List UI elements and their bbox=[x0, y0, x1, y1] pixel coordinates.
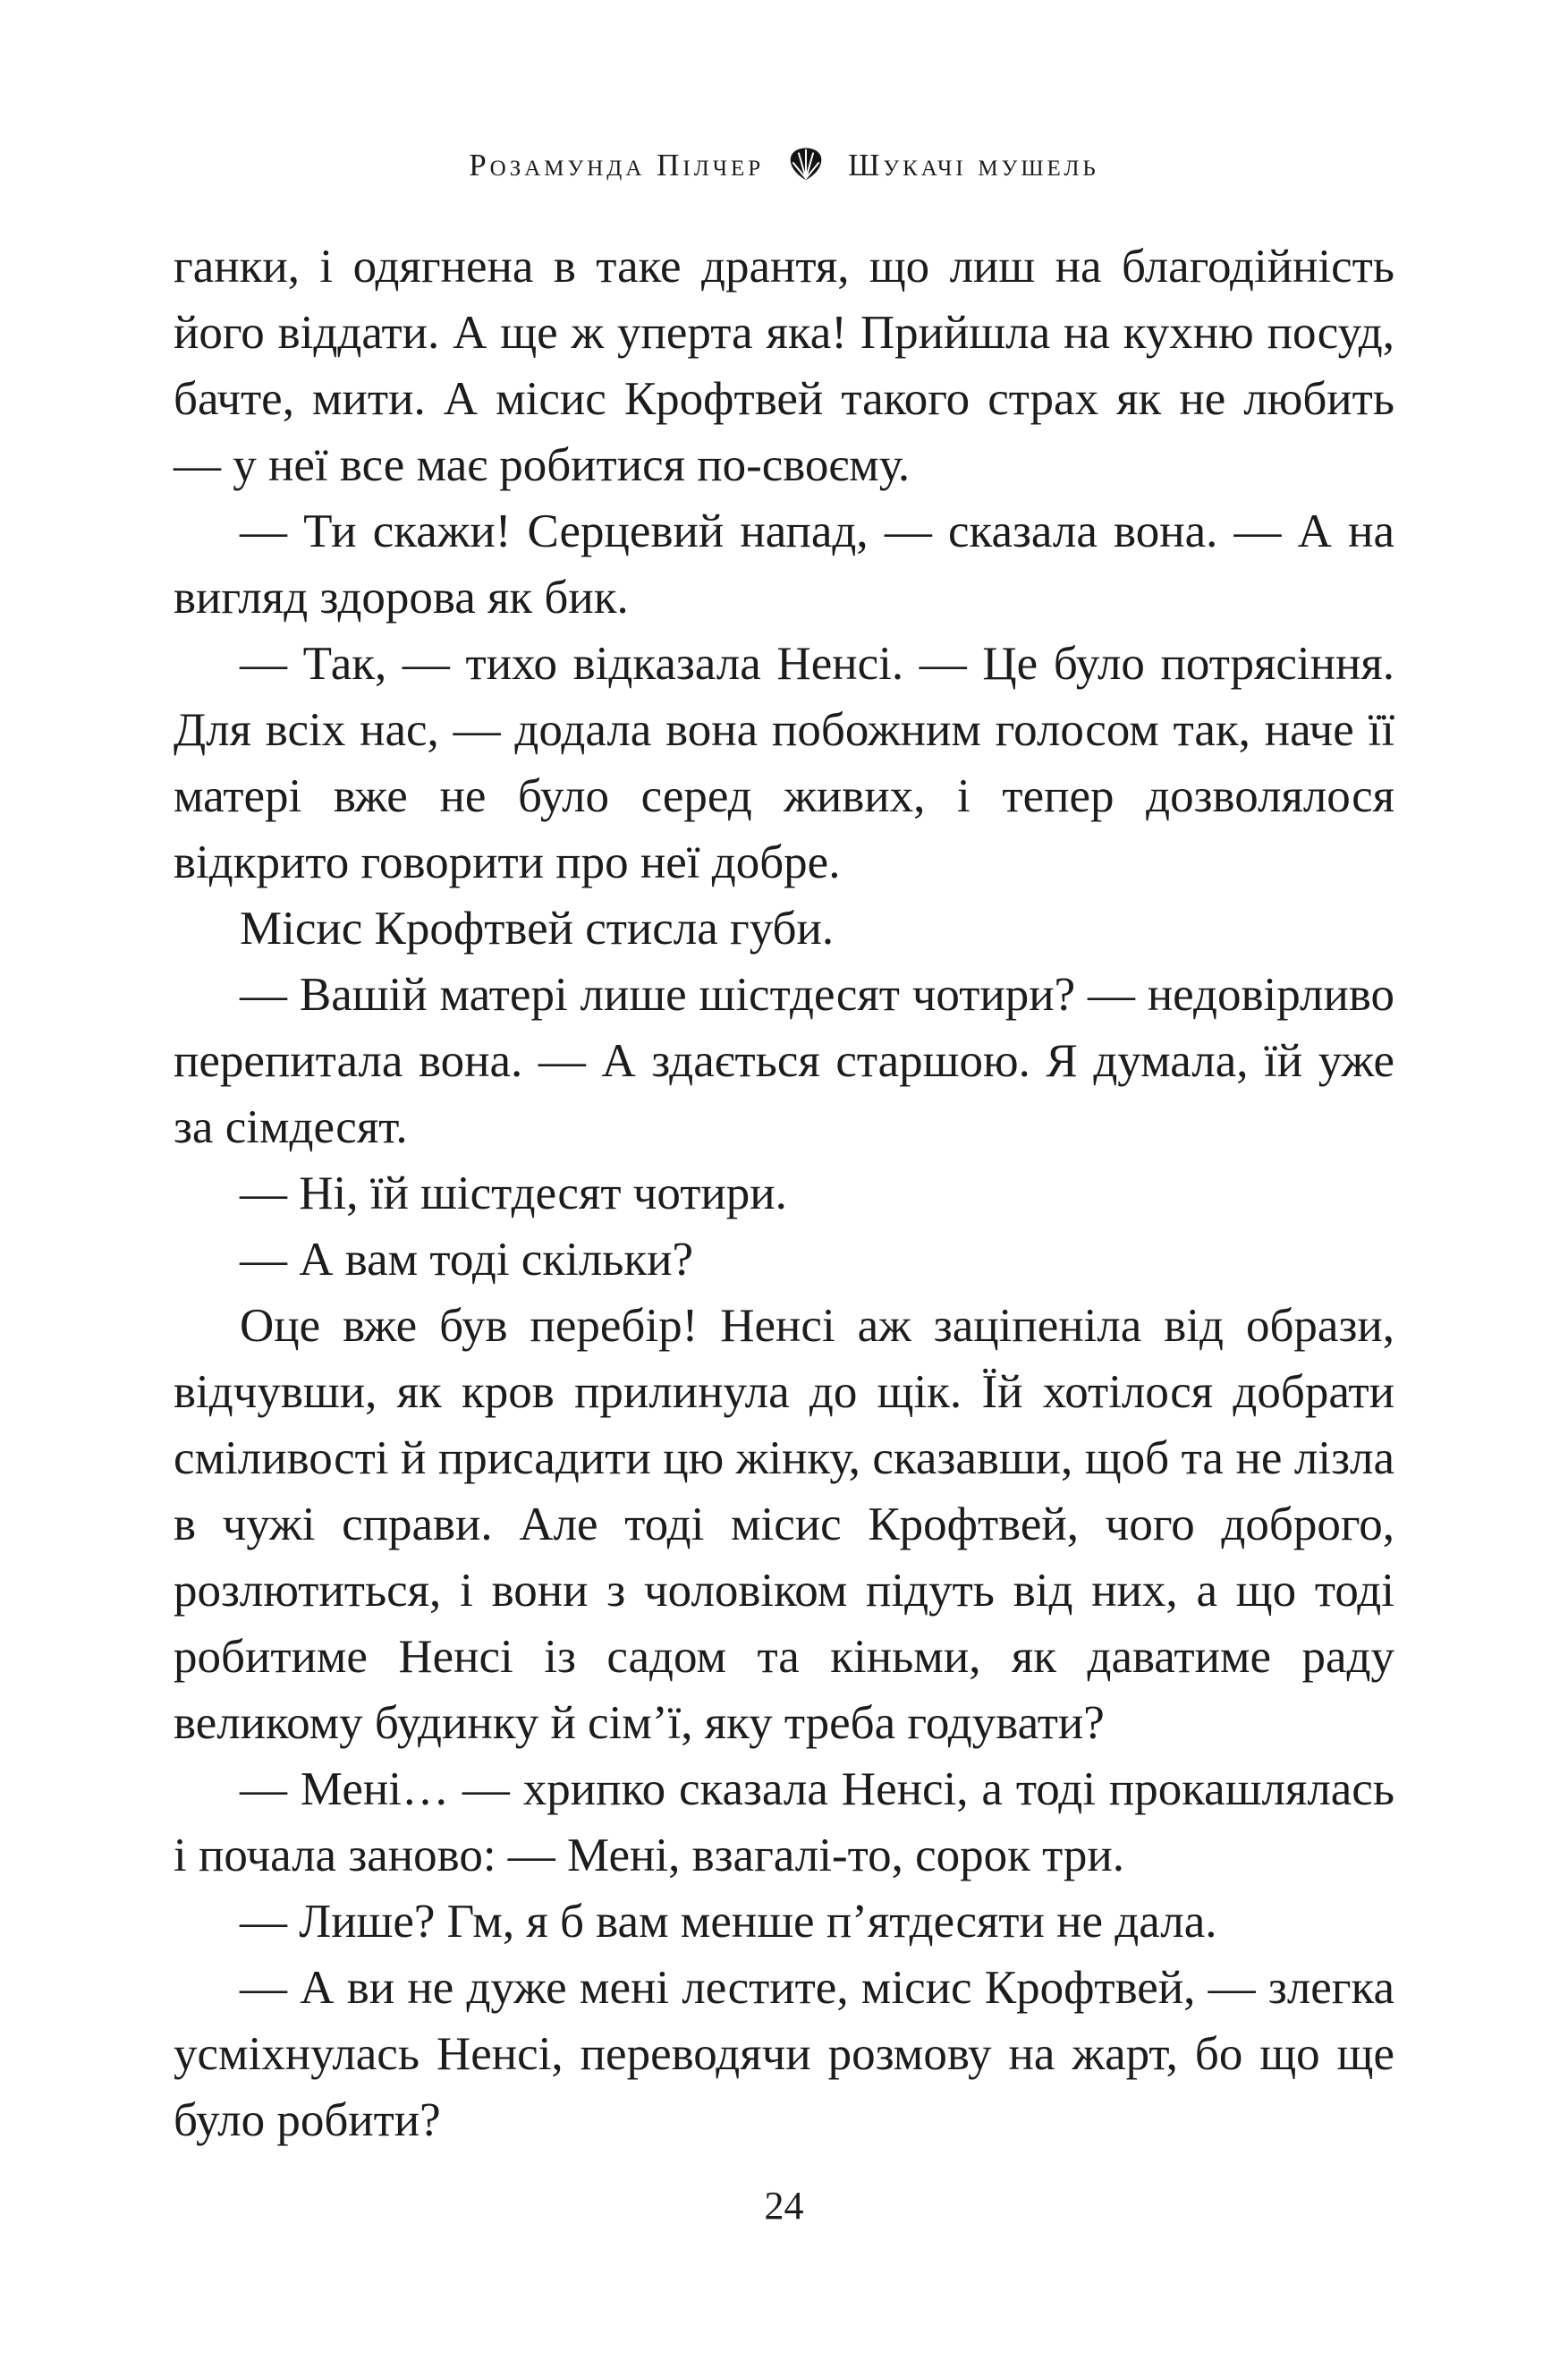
paragraph: — Так, — тихо відказала Ненсі. — Це було потрясіння. Для всіх нас, — додала вона побожним голосом так, наче її матері вже не було серед живих, і тепер дозволялося відкрито говорити про неї добре. bbox=[174, 638, 1394, 888]
book-page bbox=[174, 0, 1394, 2228]
paragraph: — Лише? Гм, я б вам менше п’ятдесяти не дала. bbox=[240, 1896, 1217, 1948]
page-body bbox=[174, 233, 1394, 2153]
paragraph: — Вашій матері лише шістдесят чотири? — недовірливо перепитала вона. — А здається старшою. Я думала, їй уже за сімдесят. bbox=[174, 969, 1394, 1153]
paragraph: — А вам тоді скільки? bbox=[240, 1234, 694, 1286]
paragraph: — Ні, їй шістдесят чотири. bbox=[240, 1167, 787, 1219]
paragraph: ганки, і одягнена в таке дрантя, що лиш на благодійність його віддати. А ще ж уперта яка! Прийшла на кухню посуд, бачте, мити. А місис Крофтвей такого страх як не любить — у неї все має робитися по-своєму. bbox=[174, 241, 1394, 491]
author-name: Розамунда Пілчер bbox=[469, 148, 765, 183]
paragraph: — Ти скажи! Серцевий напад, — сказала вона. — А на вигляд здорова як бик. bbox=[174, 505, 1394, 624]
scallop-shell-icon bbox=[785, 146, 826, 182]
paragraph: — А ви не дуже мені лестите, місис Крофтвей, — злегка усміхнулась Ненсі, переводячи розмову на жарт, бо що ще було робити? bbox=[174, 1962, 1394, 2146]
book-title: Шукачі мушель bbox=[848, 148, 1099, 183]
running-head bbox=[174, 148, 1394, 183]
page-number: 24 bbox=[764, 2184, 804, 2228]
paragraph: — Мені… — хрипко сказала Ненсі, а тоді прокашлялась і почала заново: — Мені, взагалі-то, сорок три. bbox=[174, 1763, 1394, 1881]
paragraph: Оце вже був перебір! Ненсі аж заціпеніла від образи, відчувши, як кров прилинула до щік. Їй хотілося добрати сміливості й присадити цю жінку, сказавши, щоб та не лізла в чужі справи. Але тоді місис Крофтвей, чого доброго, розлютиться, і вони з чоловіком підуть від них, а що тоді робитиме Ненсі із садом та кіньми, як даватиме раду великому будинку й сім’ї, яку треба годувати? bbox=[174, 1300, 1394, 1749]
paragraph: Місис Крофтвей стисла губи. bbox=[240, 903, 835, 955]
